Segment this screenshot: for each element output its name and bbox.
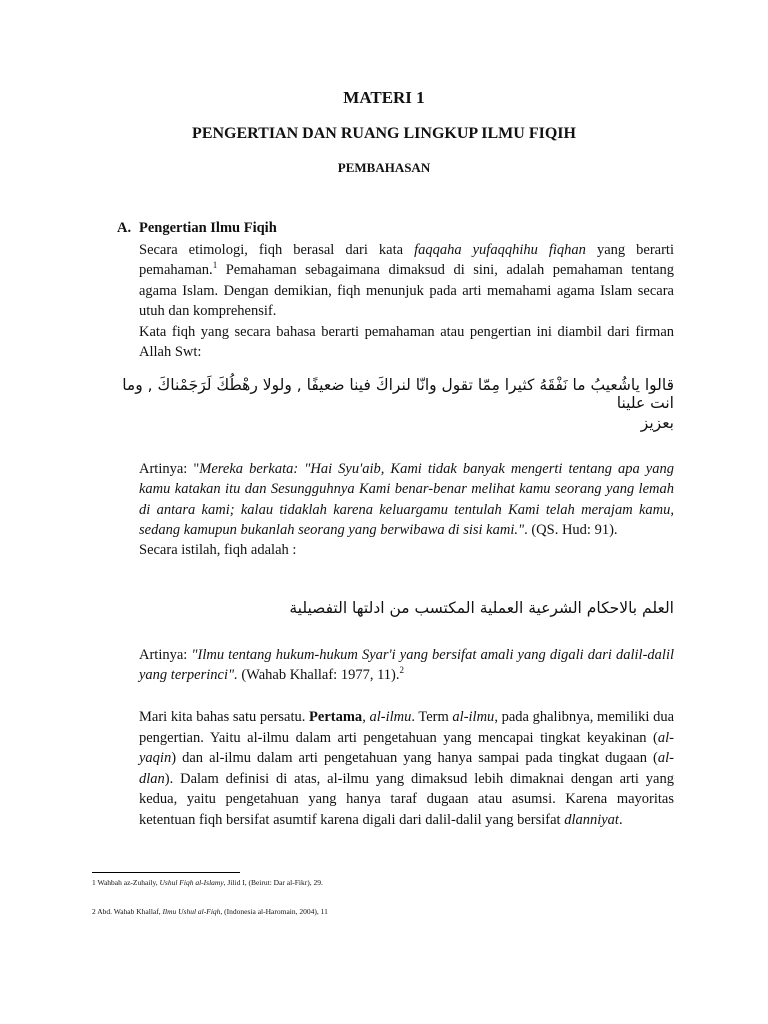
footnote-1: 1 Wahbah az-Zuhaily, Ushul Fiqh al-Islamy, Jilid I, (Beirut: Dar al-Fikr), 29. bbox=[92, 878, 323, 887]
chapter-title: PENGERTIAN DAN RUANG LINGKUP ILMU FIQIH bbox=[192, 125, 576, 142]
section-letter: A. bbox=[117, 220, 132, 236]
arabic-definition: العلم بالاحكام الشرعية العملية المكتسب من ادلتها التفصيلية bbox=[289, 599, 674, 617]
arabic-verse-line-2: بعزيز bbox=[640, 414, 674, 432]
paragraph-al-ilmu: Mari kita bahas satu persatu. Pertama, al-ilmu. Term al-ilmu, pada ghalibnya, memiliki dua pengertian. Yaitu al-ilmu dalam arti pengetahuan yang mencapai tingkat keyakinan (al-yaqin) dan al-ilmu dalam arti pengetahuan yang hanya sampai pada tingkat dugaan (al-dlan). Dalam definisi di atas, al-ilmu yang dimaksud lebih dimaknai dengan arti yang kedua, yaitu pengetahuan yang hanya taraf dugaan atau asumsi. Karena mayoritas ketentuan fiqh bersifat asumtif karena digali dari dalil-dalil yang bersifat dlanniyat. bbox=[139, 709, 675, 828]
arabic-term: faqqaha yufaqqhihu fiqhan bbox=[414, 242, 586, 258]
arabic-verse-line-1: قالوا ياشُعيبُ ما نَفْقَهُ كثيرا مِمّا تقول وانّا لنراكَ فينا ضعيفًا , ولولا رهْطُكَ لَرَجَمْناكَ , وما انت علينا bbox=[122, 376, 674, 412]
section-title: Pengertian Ilmu Fiqih bbox=[139, 220, 277, 236]
chapter-heading: MATERI 1 bbox=[343, 88, 425, 107]
paragraph-quran-intro: Kata fiqh yang secara bahasa berarti pemahaman atau pengertian ini diambil dari firman Allah Swt: bbox=[139, 324, 674, 361]
paragraph-definition-translation: Artinya: "Ilmu tentang hukum-hukum Syar'i yang bersifat amali yang digali dari dalil-dalil yang terperinci". (Wahab Khallaf: 1977, 11).$^2$ bbox=[139, 647, 675, 684]
footnote-ref-1[interactable]: 1 bbox=[212, 260, 218, 271]
paragraph-etymology: Secara etimologi, fiqh berasal dari kata faqqaha yufaqqhihu fiqhan yang berarti pemahaman.$^1$ Pemahaman sebagaimana dimaksud di sini, adalah pemahaman tentang agama Islam. Dengan demikian, fiqh menunjuk pada arti memahami agama Islam secara utuh dan komprehensif. bbox=[139, 242, 674, 319]
footnote-2: 2 Abd. Wahab Khallaf, Ilmu Ushul al-Fiqh, (Indonesia al-Haromain, 2004), 11 bbox=[92, 907, 328, 916]
paragraph-verse-translation: Artinya: "Mereka berkata: "Hai Syu'aib, Kami tidak banyak mengerti tentang apa yang kamu katakan itu dan Sesungguhnya Kami benar-benar melihat kamu seorang yang lemah di antara kami; kalau tidaklah karena keluargamu tentulah Kami telah merajam kamu, sedang kamupun bukanlah seorang yang berwibawa di sisi kami.". (QS. Hud: 91). Secara istilah, fiqh adalah : bbox=[139, 461, 674, 559]
footnote-ref-2[interactable]: 2 bbox=[399, 665, 404, 676]
paragraph-terminology-intro: Secara istilah, fiqh adalah : bbox=[139, 542, 297, 559]
section-label: PEMBAHASAN bbox=[337, 160, 431, 175]
footnote-divider bbox=[92, 872, 240, 873]
